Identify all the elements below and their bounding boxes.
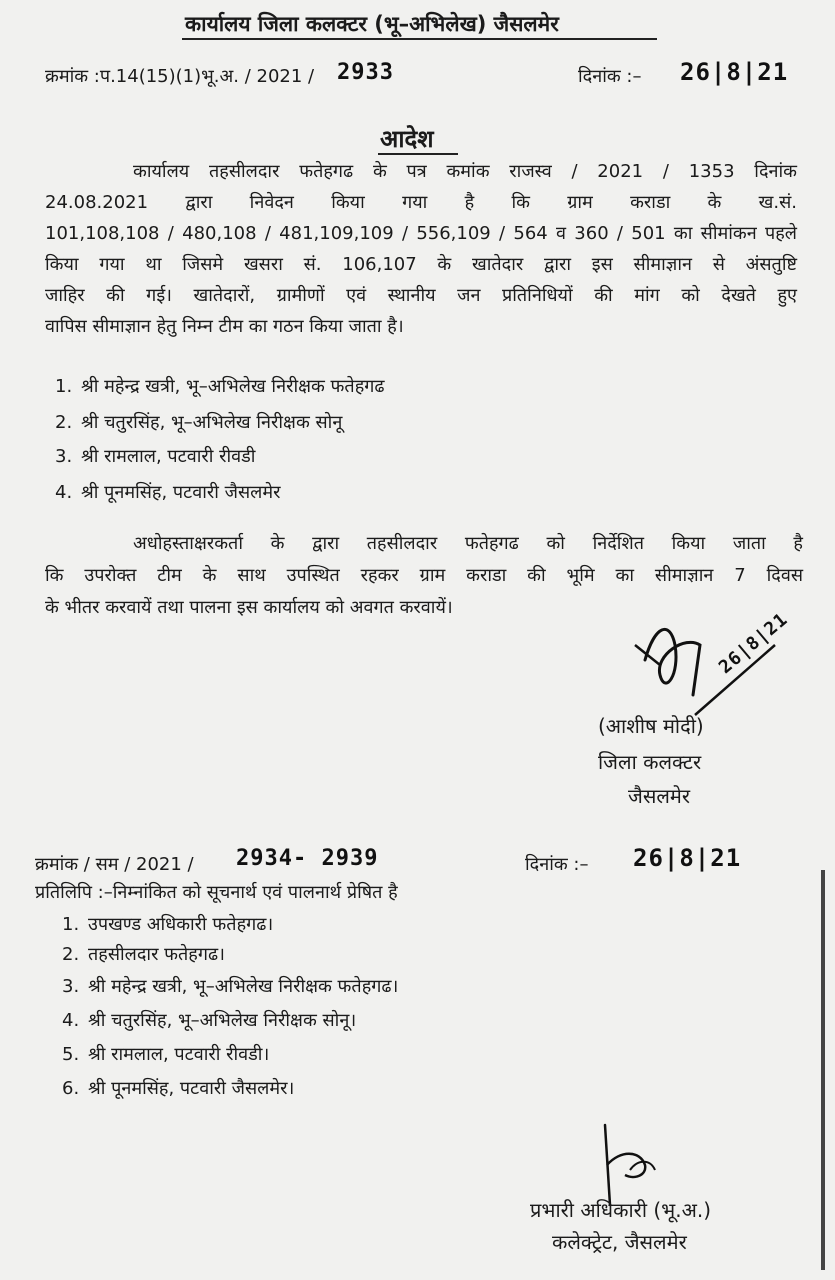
title-underline [182, 38, 657, 40]
signatory-designation: जिला कलक्टर [598, 750, 702, 774]
copy-recipient-item: 3. श्री महेन्द्र खत्री, भू–अभिलेख निरीक्षक फतेहगढ। [62, 976, 399, 997]
signature-date-handwritten: 26|8|21 [715, 608, 792, 679]
order-body-line: किया गया था जिसमे खसरा सं. 106,107 के खातेदार द्वारा इस सीमाज्ञान से अंसतुष्टि [45, 254, 797, 275]
footer-designation: प्रभारी अधिकारी (भू.अ.) [530, 1198, 712, 1222]
copy-recipient-item: 1. उपखण्ड अधिकारी फतेहगढ। [62, 914, 274, 935]
copy-intro: प्रतिलिपि :–निम्नांकित को सूचनार्थ एवं पालनार्थ प्रेषित है [35, 882, 398, 903]
signatory-place: जैसलमेर [628, 784, 691, 808]
copy-date-label: दिनांक :– [525, 854, 589, 875]
reference-label: क्रमांक :प.14(15)(1)भू.अ. / 2021 / [45, 66, 315, 87]
office-title: कार्यालय जिला कलक्टर (भू–अभिलेख) जैसलमेर [185, 12, 559, 36]
order-heading-underline [378, 153, 458, 155]
date-label: दिनांक :– [578, 66, 642, 87]
copy-recipient-item: 6. श्री पूनमसिंह, पटवारी जैसलमेर। [62, 1078, 295, 1099]
instruction-line: के भीतर करवायें तथा पालना इस कार्यालय को अवगत करवायें। [45, 597, 453, 618]
team-list-item: 2. श्री चतुरसिंह, भू–अभिलेख निरीक्षक सोनू [55, 412, 343, 433]
instruction-line: कि उपरोक्त टीम के साथ उपस्थित रहकर ग्राम कराडा की भूमि का सीमाज्ञान 7 दिवस [45, 565, 803, 586]
order-body-line: 101,108,108 / 480,108 / 481,109,109 / 556,109 / 564 व 360 / 501 का सीमांकन पहले [45, 223, 797, 244]
copy-recipient-item: 4. श्री चतुरसिंह, भू–अभिलेख निरीक्षक सोनू। [62, 1010, 357, 1031]
order-body-line: वापिस सीमाज्ञान हेतु निम्न टीम का गठन किया जाता है। [45, 316, 404, 337]
order-heading: आदेश [380, 125, 434, 153]
team-list-item: 1. श्री महेन्द्र खत्री, भू–अभिलेख निरीक्षक फतेहगढ [55, 376, 385, 397]
scan-edge-shadow [821, 870, 825, 1270]
team-list-item: 4. श्री पूनमसिंह, पटवारी जैसलमेर [55, 482, 281, 503]
copy-reference-range-handwritten: 2934- 2939 [236, 846, 379, 871]
signatory-name: (आशीष मोदी) [598, 714, 704, 738]
reference-number-handwritten: 2933 [337, 60, 394, 85]
instruction-line: अधोहस्ताक्षरकर्ता के द्वारा तहसीलदार फतेहगढ को निर्देशित किया जाता है [133, 533, 803, 554]
order-body [45, 156, 797, 342]
copy-reference-label: क्रमांक / सम / 2021 / [35, 854, 194, 875]
date-handwritten: 26|8|21 [680, 58, 789, 86]
copy-date-handwritten: 26|8|21 [633, 844, 742, 872]
copy-recipient-item: 2. तहसीलदार फतेहगढ। [62, 944, 225, 965]
copy-recipient-item: 5. श्री रामलाल, पटवारी रीवडी। [62, 1044, 270, 1065]
team-list-item: 3. श्री रामलाल, पटवारी रीवडी [55, 446, 256, 467]
order-body-line: कार्यालय तहसीलदार फतेहगढ के पत्र कमांक राजस्व / 2021 / 1353 दिनांक [133, 161, 797, 182]
order-body-line: 24.08.2021 द्वारा निवेदन किया गया है कि ग्राम कराडा के ख.सं. [45, 192, 797, 213]
order-body-line: जाहिर की गई। खातेदारों, ग्रामीणों एवं स्थानीय जन प्रतिनिधियों की मांग को देखते हुए [45, 285, 797, 306]
footer-office: कलेक्ट्रेट, जैसलमेर [552, 1230, 687, 1254]
